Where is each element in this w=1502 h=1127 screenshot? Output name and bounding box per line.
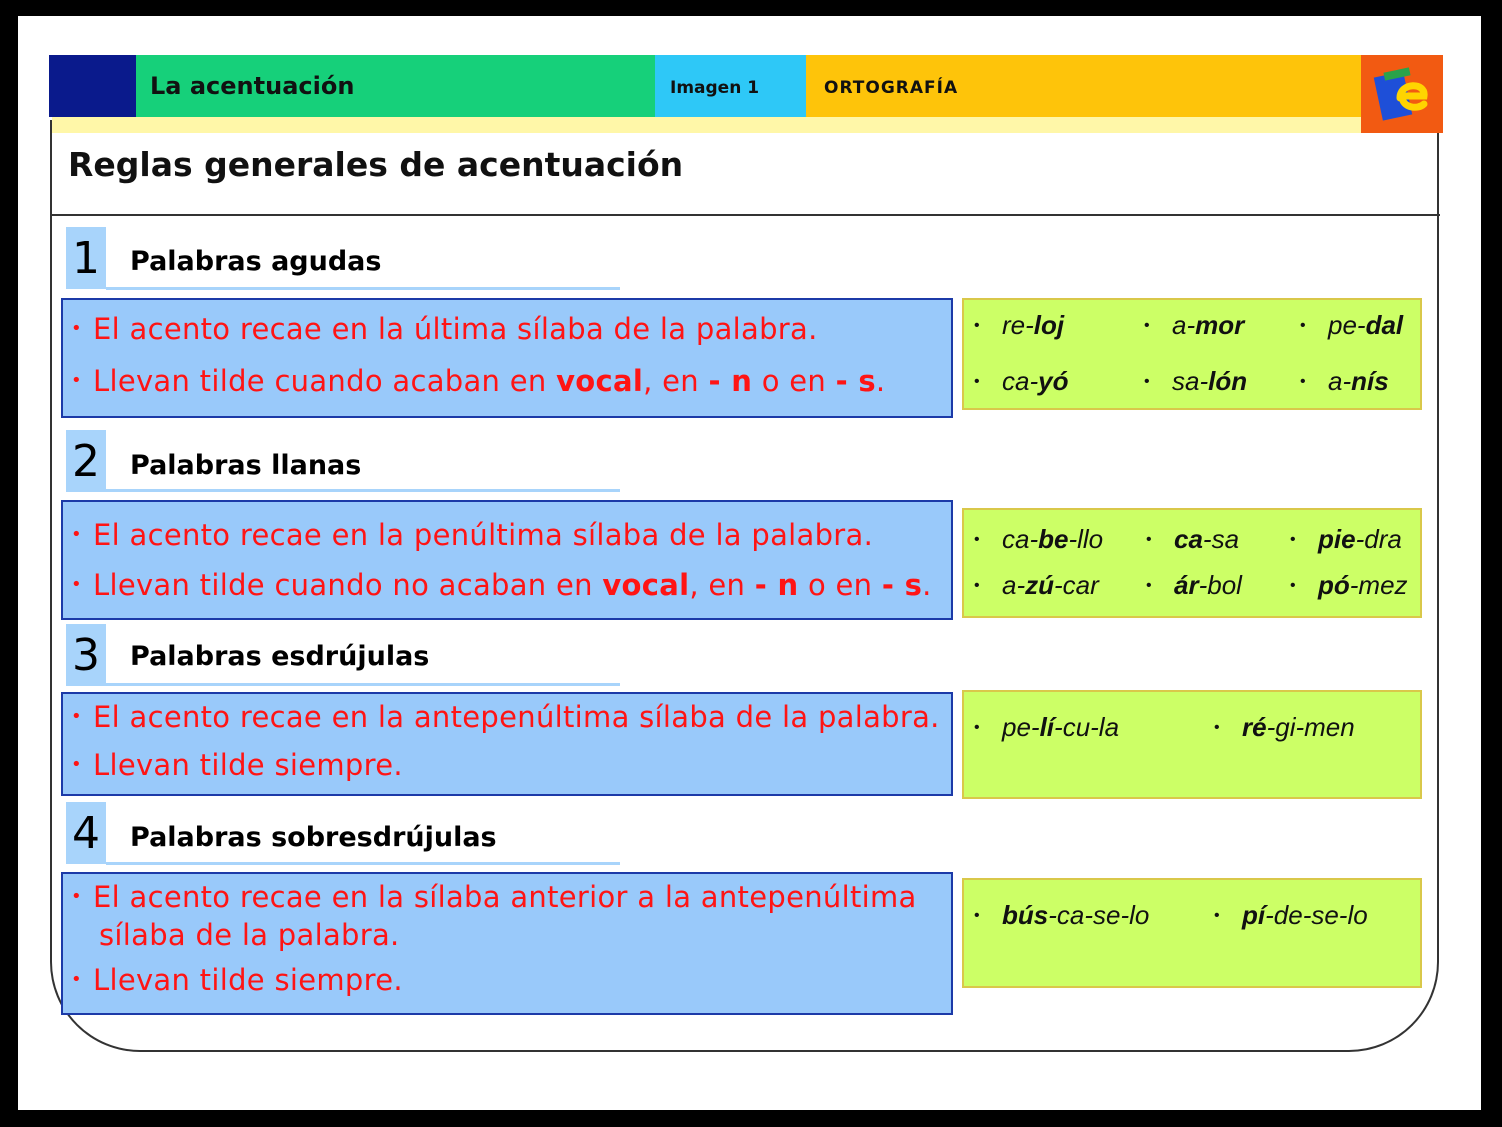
section-underline — [106, 287, 620, 290]
rule-line: • Llevan tilde siempre. — [71, 748, 403, 782]
example-box — [962, 508, 1422, 618]
bullet-icon: • — [71, 705, 82, 727]
bullet-icon: • — [71, 317, 82, 339]
title-divider — [52, 214, 1440, 216]
rule-box — [61, 692, 953, 796]
section-underline — [106, 683, 620, 686]
example-word: • pó-mez — [1290, 570, 1408, 600]
header-image-label: Imagen 1 — [670, 78, 760, 98]
rule-line: • El acento recae en la sílaba anterior a la antepenúltima — [71, 880, 917, 914]
rule-line: • Llevan tilde cuando acaban en vocal, en - n o en - s. — [71, 364, 886, 398]
header-underline-strip — [52, 117, 1361, 133]
rule-line: • Llevan tilde cuando no acaban en vocal, en - n o en - s. — [71, 568, 932, 602]
example-word: • ca-be-llo — [974, 524, 1104, 554]
section-underline — [106, 489, 620, 492]
example-box — [962, 878, 1422, 988]
section-number: 2 — [66, 430, 106, 492]
example-word: • sa-lón — [1144, 366, 1248, 396]
rule-line: • El acento recae en la penúltima sílaba de la palabra. — [71, 518, 874, 552]
example-box — [962, 690, 1422, 799]
header-logo — [1361, 55, 1443, 133]
example-word: • pe-lí-cu-la — [974, 712, 1120, 742]
example-box — [962, 298, 1422, 410]
bullet-icon: • — [71, 753, 82, 775]
page-title: Reglas generales de acentuación — [68, 145, 684, 184]
example-word: • pie-dra — [1290, 524, 1402, 554]
example-word: • a-mor — [1144, 310, 1245, 340]
header-topic: La acentuación — [150, 72, 355, 100]
bullet-icon: • — [71, 573, 82, 595]
example-word: • bús-ca-se-lo — [974, 900, 1150, 930]
header-navy-block — [49, 55, 136, 117]
section-underline — [106, 862, 620, 865]
example-word: • ár-bol — [1146, 570, 1242, 600]
header-category: ORTOGRAFÍA — [824, 78, 959, 98]
example-word: • ca-yó — [974, 366, 1069, 396]
rule-box — [61, 500, 953, 620]
section-title: Palabras agudas — [130, 246, 382, 277]
example-word: • pí-de-se-lo — [1214, 900, 1368, 930]
section-number: 1 — [66, 227, 106, 289]
example-word: • ca-sa — [1146, 524, 1240, 554]
example-word: • re-loj — [974, 310, 1065, 340]
example-word: • pe-dal — [1300, 310, 1404, 340]
rule-line: • El acento recae en la última sílaba de la palabra. — [71, 312, 818, 346]
bullet-icon: • — [71, 523, 82, 545]
bullet-icon: • — [71, 885, 82, 907]
example-word: • ré-gi-men — [1214, 712, 1355, 742]
section-number: 4 — [66, 802, 106, 864]
section-title: Palabras llanas — [130, 450, 362, 481]
rule-box — [61, 872, 953, 1015]
book-logo-icon — [1370, 62, 1434, 126]
bullet-icon: • — [71, 968, 82, 990]
bullet-icon: • — [71, 369, 82, 391]
rule-box — [61, 298, 953, 418]
rule-line: • El acento recae en la antepenúltima sílaba de la palabra. — [71, 700, 940, 734]
section-title: Palabras sobresdrújulas — [130, 822, 497, 853]
section-number: 3 — [66, 624, 106, 686]
example-word: • a-nís — [1300, 366, 1389, 396]
rule-line: • Llevan tilde siempre. — [71, 963, 403, 997]
rule-line-continuation: sílaba de la palabra. — [99, 918, 400, 952]
section-title: Palabras esdrújulas — [130, 641, 430, 672]
example-word: • a-zú-car — [974, 570, 1099, 600]
